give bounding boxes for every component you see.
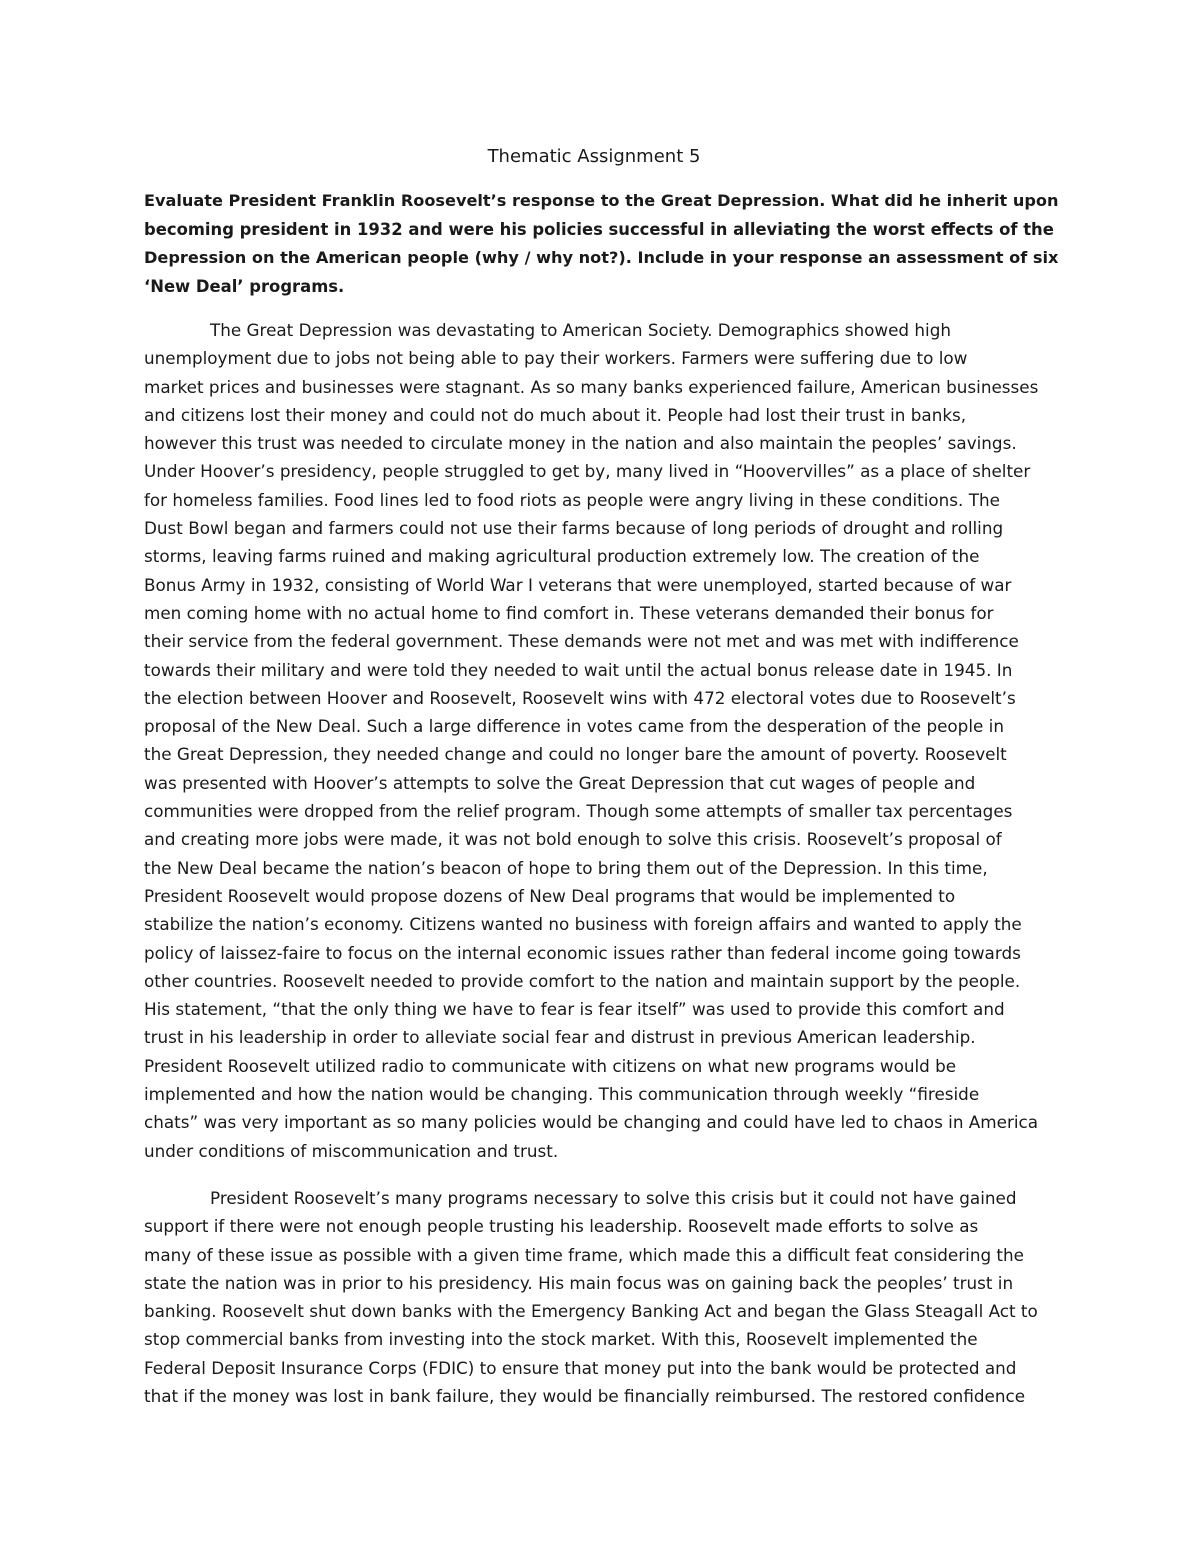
paragraph-line: chats” was very important as so many policies would be changing and could have led to chaos in America [144,1112,1039,1133]
paragraph-line: communities were dropped from the relief program. Though some attempts of smaller tax percentages [144,801,1013,822]
paragraph-line: the Great Depression, they needed change and could no longer bare the amount of poverty. Roosevelt [144,744,1007,765]
paragraph-line: trust in his leadership in order to alleviate social fear and distrust in previous American leadership. [144,1027,976,1048]
paragraph-line: under conditions of miscommunication and trust. [144,1140,559,1161]
paragraph-line: Bonus Army in 1932, consisting of World War I veterans that were unemployed, started because of war [144,574,1012,595]
paragraph-line: proposal of the New Deal. Such a large difference in votes came from the desperation of the people in [144,716,1004,737]
paragraph-line: Under Hoover’s presidency, people struggled to get by, many lived in “Hoovervilles” as a place of shelter [144,461,1031,482]
paragraph-line: towards their military and were told they needed to wait until the actual bonus release date in 1945. In [144,659,1013,680]
prompt-line: Evaluate President Franklin Roosevelt’s response to the Great Depression. What did he inherit upon [144,191,1059,210]
paragraph-line: implemented and how the nation would be changing. This communication through weekly “fireside [144,1084,980,1105]
paragraph-line: Federal Deposit Insurance Corps (FDIC) to ensure that money put into the bank would be protected and [144,1357,1017,1378]
paragraph-line: President Roosevelt utilized radio to communicate with citizens on what new programs would be [144,1055,957,1076]
paragraph-line: stop commercial banks from investing into the stock market. With this, Roosevelt implemented the [144,1329,978,1350]
paragraph-line: The Great Depression was devastating to American Society. Demographics showed high [210,320,951,340]
prompt-line: becoming president in 1932 and were his policies successful in alleviating the worst effects of the [144,219,1054,239]
document-title: Thematic Assignment 5 [487,146,701,167]
paragraph-line: state the nation was in prior to his presidency. His main focus was on gaining back the peoples’ trust in [144,1272,1014,1293]
paragraph-line: and citizens lost their money and could not do much about it. People had lost their trust in banks, [144,404,967,425]
paragraph-line: other countries. Roosevelt needed to provide comfort to the nation and maintain support by the people. [144,970,1021,991]
paragraph-line: His statement, “that the only thing we have to fear is fear itself” was used to provide this comfort and [144,999,1005,1020]
paragraph-line: support if there were not enough people trusting his leadership. Roosevelt made efforts to solve as [144,1216,979,1237]
body-paragraph-2 [144,1184,1074,1410]
paragraph-line: men coming home with no actual home to find comfort in. These veterans demanded their bonus for [144,602,994,623]
paragraph-line: market prices and businesses were stagnant. As so many banks experienced failure, American businesses [144,376,1039,397]
paragraph-line: President Roosevelt’s many programs necessary to solve this crisis but it could not have gained [210,1188,1017,1208]
paragraph-line: for homeless families. Food lines led to food riots as people were angry living in these conditions. The [144,489,1000,510]
paragraph-line: many of these issue as possible with a given time frame, which made this a difficult feat considering the [144,1244,1024,1265]
prompt-line: ‘New Deal’ programs. [144,276,345,296]
paragraph-line: policy of laissez-faire to focus on the internal economic issues rather than federal income going towards [144,942,1021,963]
paragraph-line: that if the money was lost in bank failure, they would be financially reimbursed. The restored confidence [144,1386,1026,1407]
paragraph-line: President Roosevelt would propose dozens of New Deal programs that would be implemented to [144,885,956,906]
paragraph-line: unemployment due to jobs not being able to pay their workers. Farmers were suffering due to low [144,348,968,369]
paragraph-line: and creating more jobs were made, it was not bold enough to solve this crisis. Roosevelt’s proposal of [144,829,1002,850]
body-paragraph-1 [144,316,1074,1165]
paragraph-line: Dust Bowl began and farmers could not use their farms because of long periods of drought and rolling [144,518,1004,539]
paragraph-line: however this trust was needed to circulate money in the nation and also maintain the peoples’ savings. [144,433,1017,454]
paragraph-line: stabilize the nation’s economy. Citizens wanted no business with foreign affairs and wanted to apply the [144,914,1022,935]
paragraph-line: banking. Roosevelt shut down banks with the Emergency Banking Act and began the Glass Steagall Act to [144,1301,1038,1322]
assignment-prompt [144,187,1064,301]
paragraph-line: was presented with Hoover’s attempts to solve the Great Depression that cut wages of people and [144,772,976,793]
paragraph-line: storms, leaving farms ruined and making agricultural production extremely low. The creation of the [144,546,980,567]
prompt-line: Depression on the American people (why / why not?). Include in your response an assessment of six [144,248,1059,267]
paragraph-line: their service from the federal government. These demands were not met and was met with indifference [144,631,1019,652]
paragraph-line: the election between Hoover and Roosevelt, Roosevelt wins with 472 electoral votes due to Roosevelt’s [144,687,1016,708]
paragraph-line: the New Deal became the nation’s beacon of hope to bring them out of the Depression. In this time, [144,857,988,878]
